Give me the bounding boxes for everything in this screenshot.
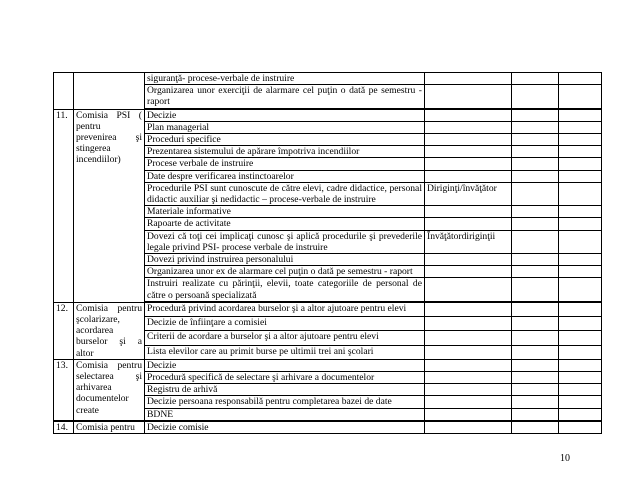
commission-name-cell: Comisia pentru [74, 421, 145, 433]
extra-cell [512, 421, 559, 433]
extra-cell [559, 278, 602, 301]
activity-cell: Dovezi privind instruirea personalului [145, 254, 425, 266]
extra-cell [512, 396, 559, 408]
extra-cell [559, 254, 602, 266]
extra-cell [512, 317, 559, 331]
extra-cell [559, 206, 602, 218]
extra-cell [512, 85, 559, 108]
activity-cell: Prezentarea sistemului de apărare împotriva incendiilor [145, 146, 425, 158]
extra-cell [559, 266, 602, 278]
extra-cell [512, 372, 559, 384]
extra-cell [559, 421, 602, 433]
responsible-cell [425, 73, 512, 85]
extra-cell [512, 359, 559, 371]
extra-cell [512, 182, 559, 205]
extra-cell [512, 218, 559, 230]
table-row [54, 73, 602, 85]
row-number-cell: 13. [54, 359, 74, 420]
page-number: 10 [560, 453, 570, 464]
responsible-cell [425, 109, 512, 121]
row-number-cell: 12. [54, 302, 74, 359]
activity-cell: Dovezi că toţi cei implicaţi cunosc şi aplică procedurile şi prevederile legale privind PSI- procese verbale de instruire [145, 230, 425, 253]
responsible-cell [425, 170, 512, 182]
activity-cell: Decizie comisie [145, 421, 425, 433]
extra-cell [512, 266, 559, 278]
activity-cell: Decizie persoana responsabilă pentru completarea bazei de date [145, 396, 425, 408]
extra-cell [559, 384, 602, 396]
extra-cell [559, 396, 602, 408]
responsible-cell [425, 266, 512, 278]
row-number-cell: 11. [54, 109, 74, 302]
activity-cell: Decizie [145, 109, 425, 121]
responsible-cell [425, 254, 512, 266]
extra-cell [559, 359, 602, 371]
extra-cell [559, 182, 602, 205]
extra-cell [512, 146, 559, 158]
responsible-cell [425, 85, 512, 108]
commission-name-cell [74, 73, 145, 110]
activity-cell: siguranţă- procese-verbale de instruire [145, 73, 425, 85]
responsible-cell [425, 317, 512, 331]
activity-cell: Registru de arhivă [145, 384, 425, 396]
activity-cell: Procedurile PSI sunt cunoscute de către elevi, cadre didactice, personal didactic auxiliar şi nedidactic – procese-verbale de instruire [145, 182, 425, 205]
responsible-cell [425, 121, 512, 133]
extra-cell [512, 278, 559, 301]
activity-cell: Materiale informative [145, 206, 425, 218]
activity-cell: Date despre verificarea instinctoarelor [145, 170, 425, 182]
activity-cell: Criterii de acordare a burselor şi a altor ajutoare pentru elevi [145, 331, 425, 345]
extra-cell [559, 230, 602, 253]
activity-cell: Plan managerial [145, 121, 425, 133]
extra-cell [512, 331, 559, 345]
extra-cell [512, 408, 559, 420]
extra-cell [512, 73, 559, 85]
extra-cell [512, 134, 559, 146]
extra-cell [559, 302, 602, 316]
extra-cell [512, 302, 559, 316]
extra-cell [512, 254, 559, 266]
activity-cell: Organizarea unor ex de alarmare cel puţin o dată pe semestru - raport [145, 266, 425, 278]
responsible-cell [425, 134, 512, 146]
commission-name-cell: Comisia pentru şcolarizare, acordarea burselor şi a altor [74, 302, 145, 359]
extra-cell [512, 121, 559, 133]
extra-cell [559, 170, 602, 182]
extra-cell [512, 230, 559, 253]
extra-cell [559, 121, 602, 133]
responsible-cell [425, 345, 512, 359]
extra-cell [559, 158, 602, 170]
responsible-cell [425, 372, 512, 384]
activity-cell: BDNE [145, 408, 425, 420]
table-row [54, 302, 602, 316]
row-number-cell [54, 73, 74, 110]
extra-cell [512, 384, 559, 396]
extra-cell [512, 345, 559, 359]
extra-cell [559, 331, 602, 345]
extra-cell [559, 317, 602, 331]
responsible-cell [425, 158, 512, 170]
responsible-cell [425, 278, 512, 301]
commission-name-cell: Comisia pentru selectarea şi arhivarea documentelor create [74, 359, 145, 420]
activity-cell: Lista elevilor care au primit burse pe ultimii trei ani şcolari [145, 345, 425, 359]
activity-cell: Procedură specifică de selectare şi arhivare a documentelor [145, 372, 425, 384]
extra-cell [559, 408, 602, 420]
table-row [54, 109, 602, 121]
table-row [54, 359, 602, 371]
extra-cell [559, 372, 602, 384]
activity-cell: Proceduri specifice [145, 134, 425, 146]
activity-cell: Decizie de înfiinţare a comisiei [145, 317, 425, 331]
activity-cell: Organizarea unor exerciţii de alarmare cel puţin o dată pe semestru - raport [145, 85, 425, 108]
activity-cell: Rapoarte de activitate [145, 218, 425, 230]
responsible-cell [425, 408, 512, 420]
responsible-cell: Diriginţi/învăţător [425, 182, 512, 205]
extra-cell [512, 170, 559, 182]
extra-cell [559, 146, 602, 158]
extra-cell [559, 345, 602, 359]
extra-cell [512, 109, 559, 121]
row-number-cell: 14. [54, 421, 74, 433]
responsible-cell [425, 384, 512, 396]
responsible-cell [425, 146, 512, 158]
responsible-cell [425, 396, 512, 408]
responsible-cell [425, 331, 512, 345]
extra-cell [512, 206, 559, 218]
extra-cell [512, 158, 559, 170]
responsible-cell [425, 359, 512, 371]
activity-cell: Decizie [145, 359, 425, 371]
activity-cell: Procedură privind acordarea burselor şi a altor ajutoare pentru elevi [145, 302, 425, 316]
extra-cell [559, 73, 602, 85]
extra-cell [559, 85, 602, 108]
extra-cell [559, 218, 602, 230]
responsible-cell [425, 218, 512, 230]
activity-cell: Instruiri realizate cu părinţii, elevii, toate categoriile de personal de către o persoană specializată [145, 278, 425, 301]
responsible-cell: Învăţătordiriginţii [425, 230, 512, 253]
responsibilities-table [53, 72, 602, 434]
responsible-cell [425, 206, 512, 218]
extra-cell [559, 134, 602, 146]
extra-cell [559, 109, 602, 121]
table-row [54, 421, 602, 433]
responsible-cell [425, 421, 512, 433]
commission-name-cell: Comisia PSI ( pentru prevenirea şi stingerea incendiilor) [74, 109, 145, 302]
responsible-cell [425, 302, 512, 316]
activity-cell: Procese verbale de instruire [145, 158, 425, 170]
